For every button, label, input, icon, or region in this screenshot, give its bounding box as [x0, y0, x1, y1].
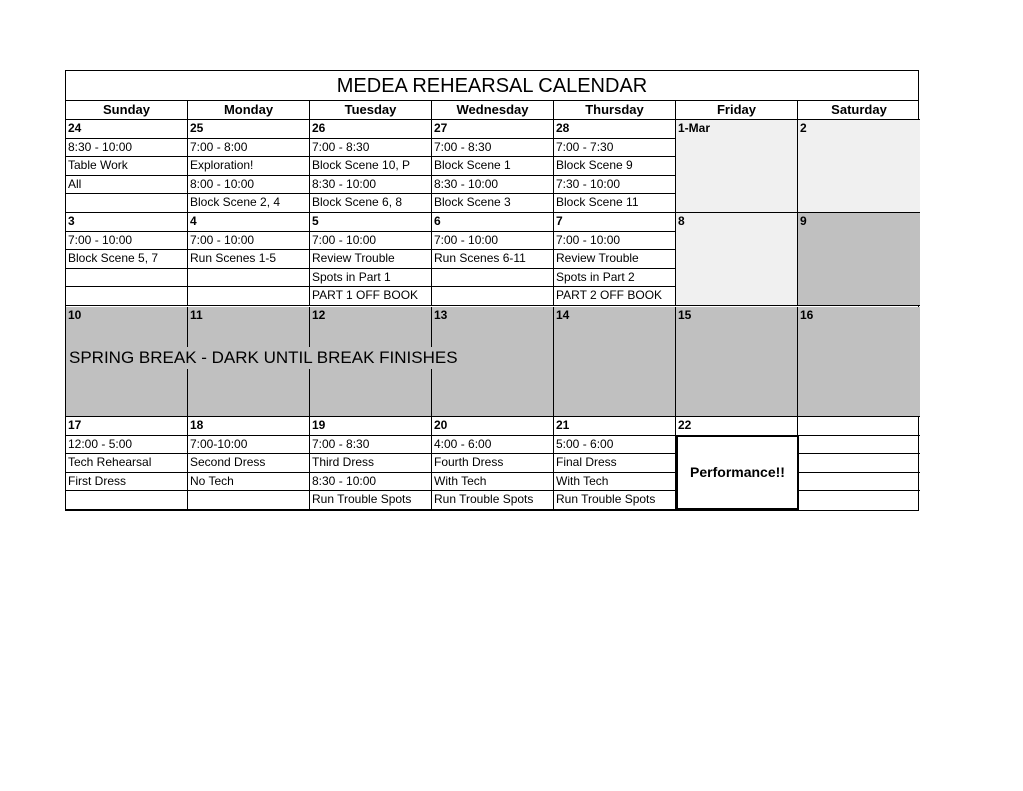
date-cell: 16 [798, 307, 920, 417]
schedule-cell: 7:30 - 10:00 [554, 176, 676, 195]
date-cell: 2 [798, 120, 920, 213]
date-cell: 13 [432, 307, 554, 417]
schedule-cell: Final Dress [554, 454, 676, 473]
schedule-cell: Block Scene 6, 8 [310, 194, 432, 213]
schedule-cell: 7:00 - 10:00 [188, 232, 310, 251]
schedule-cell: No Tech [188, 473, 310, 492]
date-cell: 15 [676, 307, 798, 417]
schedule-cell: 7:00-10:00 [188, 436, 310, 455]
date-cell: 11 [188, 307, 310, 417]
schedule-cell: Review Trouble [310, 250, 432, 269]
performance-box: Performance!! [676, 435, 799, 510]
date-cell: 5 [310, 213, 432, 232]
schedule-cell: 7:00 - 10:00 [432, 232, 554, 251]
schedule-cell [432, 269, 554, 288]
date-cell: 3 [66, 213, 188, 232]
schedule-cell: Run Trouble Spots [310, 491, 432, 510]
date-cell: 26 [310, 120, 432, 139]
schedule-cell: Fourth Dress [432, 454, 554, 473]
date-cell: 27 [432, 120, 554, 139]
schedule-cell: 4:00 - 6:00 [432, 436, 554, 455]
schedule-cell: Block Scene 2, 4 [188, 194, 310, 213]
schedule-cell: 8:30 - 10:00 [310, 176, 432, 195]
day-header-saturday: Saturday [798, 101, 920, 120]
date-cell: 28 [554, 120, 676, 139]
date-cell: 21 [554, 417, 676, 436]
schedule-cell [66, 269, 188, 288]
schedule-cell: Table Work [66, 157, 188, 176]
day-header-tuesday: Tuesday [310, 101, 432, 120]
date-cell: 24 [66, 120, 188, 139]
date-cell: 19 [310, 417, 432, 436]
day-header-monday: Monday [188, 101, 310, 120]
schedule-cell [798, 436, 920, 455]
schedule-cell: 12:00 - 5:00 [66, 436, 188, 455]
date-cell: 17 [66, 417, 188, 436]
date-cell: 22 [676, 417, 798, 436]
calendar-title: MEDEA REHEARSAL CALENDAR [66, 71, 918, 101]
date-cell: 10 [66, 307, 188, 417]
date-cell: 8 [676, 213, 798, 306]
schedule-cell [798, 454, 920, 473]
schedule-cell: 7:00 - 8:30 [310, 436, 432, 455]
date-cell: 7 [554, 213, 676, 232]
schedule-cell: Run Scenes 6-11 [432, 250, 554, 269]
schedule-cell: 7:00 - 10:00 [310, 232, 432, 251]
schedule-cell: 7:00 - 8:30 [432, 139, 554, 158]
schedule-cell: PART 1 OFF BOOK [310, 287, 432, 306]
schedule-cell: 8:30 - 10:00 [310, 473, 432, 492]
schedule-cell: First Dress [66, 473, 188, 492]
schedule-cell [188, 269, 310, 288]
day-header-friday: Friday [676, 101, 798, 120]
schedule-cell [798, 491, 920, 510]
schedule-cell: Third Dress [310, 454, 432, 473]
date-cell: 6 [432, 213, 554, 232]
date-cell: 9 [798, 213, 920, 306]
schedule-cell [66, 194, 188, 213]
schedule-cell: Run Trouble Spots [432, 491, 554, 510]
schedule-cell: Block Scene 5, 7 [66, 250, 188, 269]
date-cell: 1-Mar [676, 120, 798, 213]
schedule-cell: 8:30 - 10:00 [432, 176, 554, 195]
schedule-cell: Block Scene 1 [432, 157, 554, 176]
schedule-cell: Spots in Part 1 [310, 269, 432, 288]
schedule-cell [188, 287, 310, 306]
schedule-cell: 8:00 - 10:00 [188, 176, 310, 195]
date-cell: 4 [188, 213, 310, 232]
schedule-cell [66, 491, 188, 510]
schedule-cell: With Tech [554, 473, 676, 492]
rehearsal-calendar [65, 70, 919, 511]
schedule-cell: Run Trouble Spots [554, 491, 676, 510]
schedule-cell [798, 473, 920, 492]
day-header-wednesday: Wednesday [432, 101, 554, 120]
schedule-cell: Second Dress [188, 454, 310, 473]
schedule-cell: Spots in Part 2 [554, 269, 676, 288]
date-cell: 25 [188, 120, 310, 139]
schedule-cell: Run Scenes 1-5 [188, 250, 310, 269]
schedule-cell: With Tech [432, 473, 554, 492]
schedule-cell: Block Scene 10, P [310, 157, 432, 176]
spring-break-note: SPRING BREAK - DARK UNTIL BREAK FINISHES [69, 348, 458, 367]
schedule-cell: Block Scene 9 [554, 157, 676, 176]
schedule-cell: Block Scene 11 [554, 194, 676, 213]
schedule-cell: 7:00 - 8:30 [310, 139, 432, 158]
schedule-cell [432, 287, 554, 306]
schedule-cell: 7:00 - 8:00 [188, 139, 310, 158]
day-header-sunday: Sunday [66, 101, 188, 120]
schedule-cell: Exploration! [188, 157, 310, 176]
day-header-thursday: Thursday [554, 101, 676, 120]
schedule-cell: 7:00 - 10:00 [66, 232, 188, 251]
schedule-cell: 8:30 - 10:00 [66, 139, 188, 158]
schedule-cell: Block Scene 3 [432, 194, 554, 213]
schedule-cell: Tech Rehearsal [66, 454, 188, 473]
schedule-cell [66, 287, 188, 306]
schedule-cell: 7:00 - 10:00 [554, 232, 676, 251]
date-cell: 12 [310, 307, 432, 417]
date-cell: 18 [188, 417, 310, 436]
date-cell: 20 [432, 417, 554, 436]
date-cell: 14 [554, 307, 676, 417]
schedule-cell: All [66, 176, 188, 195]
schedule-cell: 7:00 - 7:30 [554, 139, 676, 158]
schedule-cell: PART 2 OFF BOOK [554, 287, 676, 306]
schedule-cell [188, 491, 310, 510]
schedule-cell: Review Trouble [554, 250, 676, 269]
schedule-cell [798, 417, 920, 436]
schedule-cell: 5:00 - 6:00 [554, 436, 676, 455]
